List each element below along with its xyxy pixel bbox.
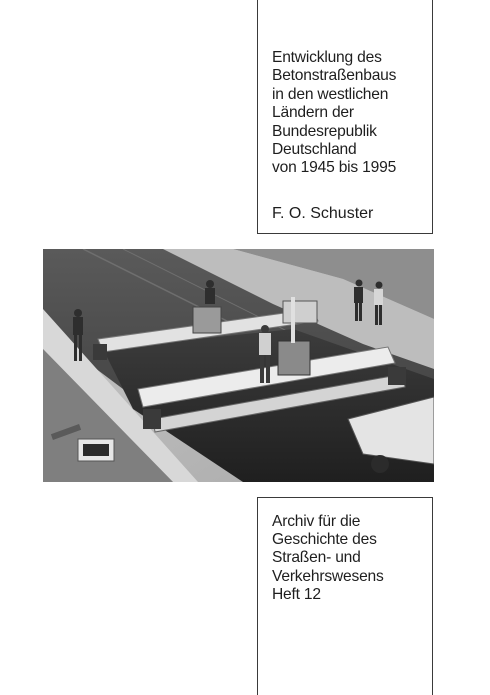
title-line: Ländern der [272, 104, 354, 122]
title-line: in den westlichen [272, 85, 389, 103]
series-title [272, 513, 432, 604]
front-paver-pipe [291, 297, 295, 343]
worker-on-rear-paver [205, 280, 215, 304]
title-box-bottom-rule [257, 233, 433, 234]
rear-paver-cab [193, 307, 221, 333]
series-box-right-rule [432, 497, 433, 695]
title-box-right-rule [432, 0, 433, 234]
paver-wheel-right [388, 367, 406, 385]
title-line: Entwicklung des [272, 49, 382, 66]
title-line: Bundesrepublik [272, 122, 377, 140]
author-name: F. O. Schuster [272, 205, 374, 222]
series-line: Archiv für die [272, 513, 361, 530]
title-line: Betonstraßenbaus [272, 67, 397, 85]
series-box-left-rule [257, 497, 258, 695]
front-paver-cab [278, 341, 310, 375]
series-line: Verkehrswesens [272, 567, 384, 585]
rear-wheel-left [93, 344, 107, 360]
title-box-left-rule [257, 0, 258, 234]
cover-photograph [43, 249, 434, 482]
paving-machine-photo [43, 249, 434, 482]
series-volume: Heft 12 [272, 585, 321, 603]
book-title [272, 49, 432, 178]
series-box-top-rule [257, 497, 433, 498]
rear-paver-engine [283, 301, 317, 323]
title-line: Deutschland [272, 141, 357, 159]
title-line: von 1945 bis 1995 [272, 159, 397, 177]
truck-wheel [371, 455, 389, 473]
series-line: Geschichte des [272, 531, 377, 549]
drain-opening [83, 444, 109, 456]
series-line: Straßen- und [272, 549, 361, 567]
paver-wheel-left [143, 409, 161, 429]
